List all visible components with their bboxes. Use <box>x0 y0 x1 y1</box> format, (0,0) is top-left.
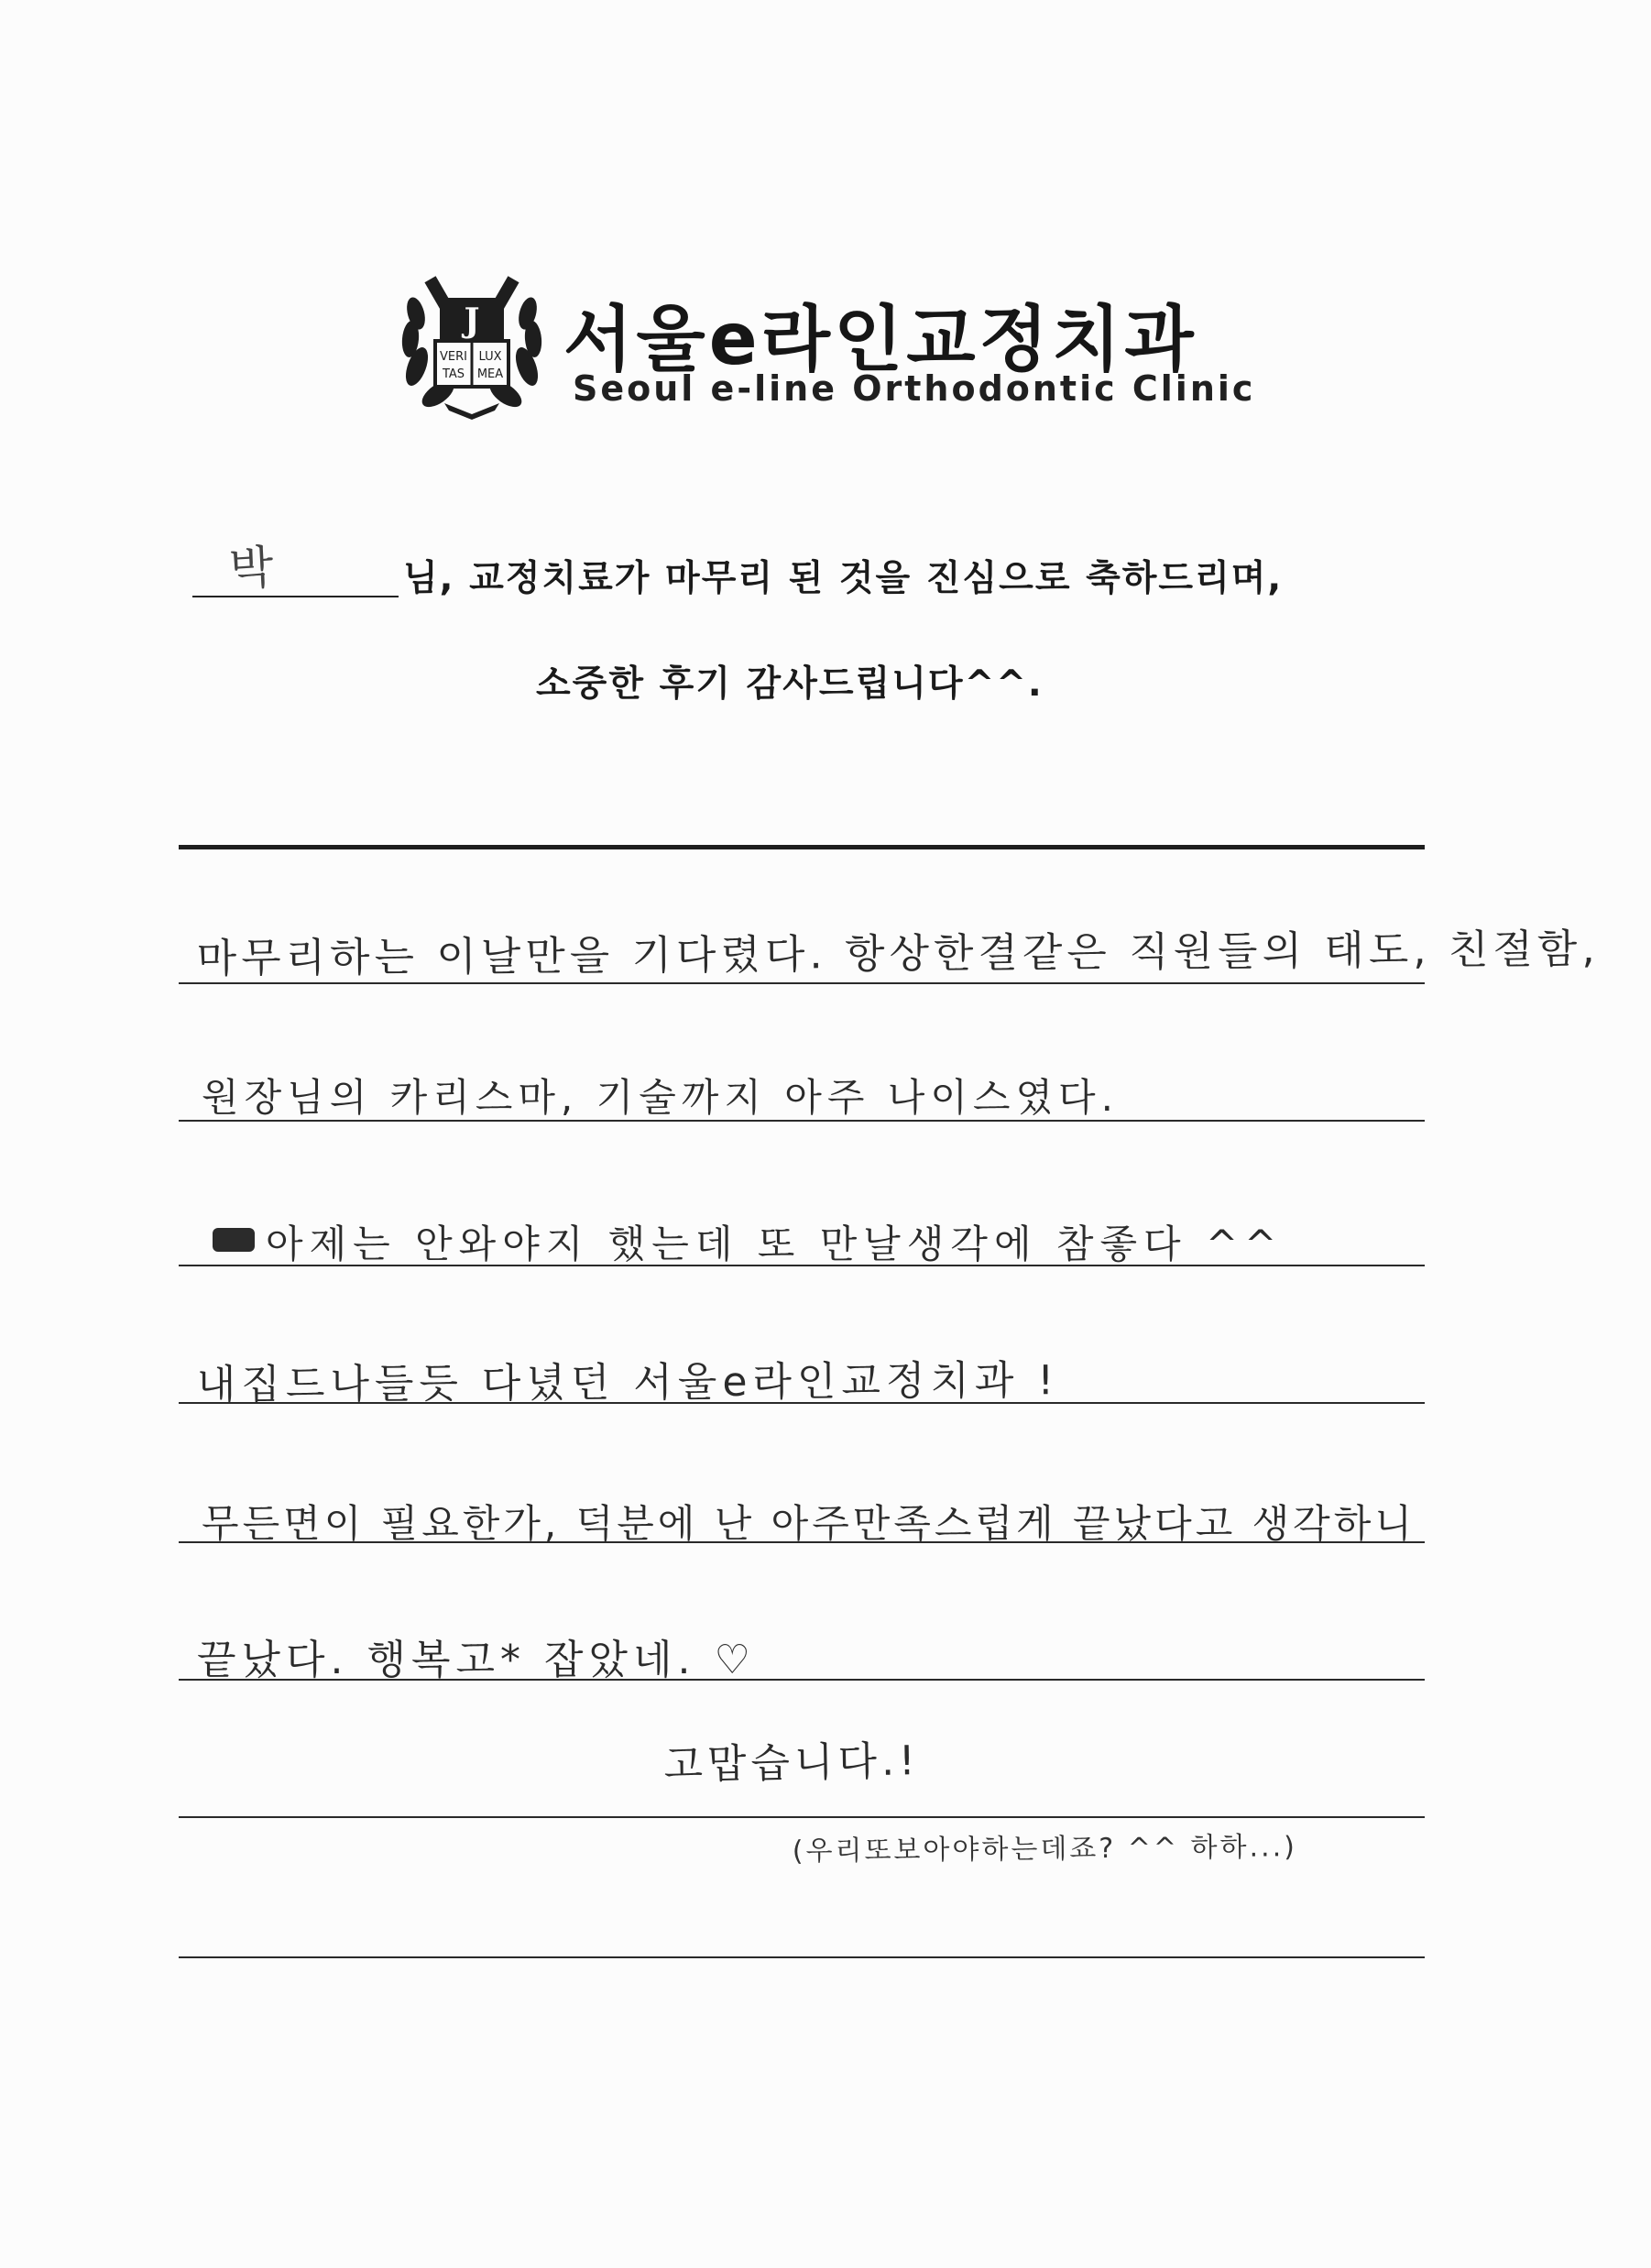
name-redaction <box>284 536 394 591</box>
review-line-1: 마무리하는 이날만을 기다렸다. 항상한결같은 직원들의 태도, 친절함, <box>196 926 1600 982</box>
clinic-header <box>394 266 1256 431</box>
section-divider <box>179 845 1425 849</box>
patient-name-handwritten: 박 <box>227 540 276 597</box>
review-line-5: 무든면이 필요한가, 덕분에 난 아주만족스럽게 끝났다고 생각하니 <box>202 1501 1416 1546</box>
svg-text:LUX: LUX <box>478 350 502 364</box>
review-line-7: 고맙습니다.! <box>663 1737 921 1790</box>
clinic-name-korean: 서울e라인교정치과 <box>563 299 1197 381</box>
review-line-4: 내집드나들듯 다녔던 서울e라인교정치과 ! <box>196 1357 1060 1408</box>
scribble-mark <box>213 1228 255 1252</box>
svg-text:VERI: VERI <box>440 350 467 364</box>
svg-text:MEA: MEA <box>476 367 504 381</box>
writing-line <box>179 1816 1425 1818</box>
patient-name-blank <box>192 531 399 597</box>
clinic-seal-icon <box>394 266 550 422</box>
review-line-3: 아제는 안와야지 했는데 또 만날생각에 참좋다 ^^ <box>266 1222 1284 1266</box>
review-line-6: 끝났다. 행복고* 잡았네. ♡ <box>197 1637 756 1683</box>
greeting-line <box>192 531 1475 605</box>
svg-text:TAS: TAS <box>442 367 465 381</box>
greeting-text-1: 님, 교정치료가 마무리 된 것을 진심으로 축하드리며, <box>403 558 1284 599</box>
review-line-8: (우리또보아야하는데죠? ^^ 하하...) <box>792 1831 1298 1868</box>
review-line-2: 원장님의 카리스마, 기술까지 아주 나이스였다. <box>202 1075 1119 1120</box>
svg-text:J: J <box>464 301 480 340</box>
clinic-name-english: Seoul e-line Orthodontic Clinic <box>573 368 1256 409</box>
greeting-text-2: 소중한 후기 감사드립니다^^. <box>536 663 1044 705</box>
writing-line <box>179 1956 1425 1958</box>
